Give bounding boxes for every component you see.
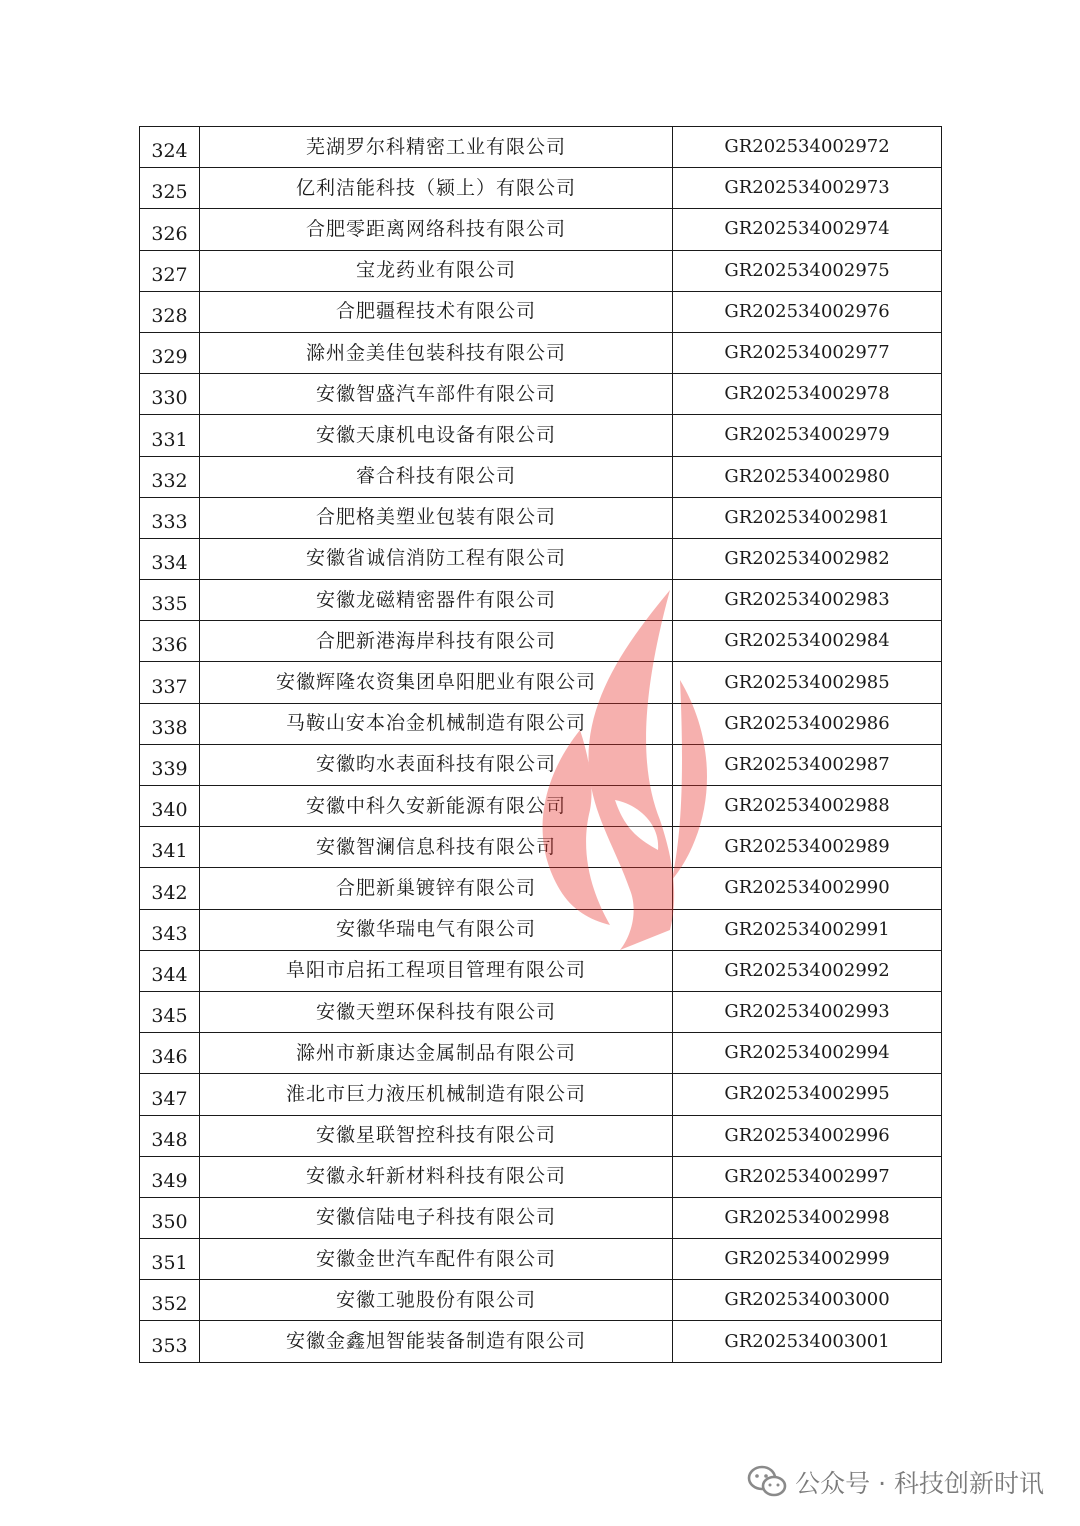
table-row: [140, 250, 942, 291]
table-row: [140, 415, 942, 456]
certificate-code: GR202534002993: [673, 991, 942, 1032]
table-row: [140, 580, 942, 621]
certificate-code: GR202534002992: [673, 950, 942, 991]
company-name: 合肥新港海岸科技有限公司: [200, 621, 673, 662]
certificate-code: GR202534002980: [673, 456, 942, 497]
row-number: 333: [140, 497, 200, 538]
company-name: 合肥零距离网络科技有限公司: [200, 209, 673, 250]
certificate-code: GR202534002997: [673, 1156, 942, 1197]
table-row: [140, 662, 942, 703]
company-name: 安徽金鑫旭智能装备制造有限公司: [200, 1321, 673, 1362]
certificate-code: GR202534002981: [673, 497, 942, 538]
table-row: [140, 291, 942, 332]
company-name: 马鞍山安本冶金机械制造有限公司: [200, 703, 673, 744]
row-number: 341: [140, 827, 200, 868]
table-row: [140, 621, 942, 662]
company-name: 安徽智盛汽车部件有限公司: [200, 374, 673, 415]
table-row: [140, 744, 942, 785]
row-number: 343: [140, 909, 200, 950]
row-number: 346: [140, 1033, 200, 1074]
table-row: [140, 827, 942, 868]
table-row: [140, 497, 942, 538]
row-number: 349: [140, 1156, 200, 1197]
table-row: [140, 1321, 942, 1362]
table-row: [140, 950, 942, 991]
row-number: 334: [140, 538, 200, 579]
certificate-code: GR202534002973: [673, 168, 942, 209]
table-row: [140, 991, 942, 1032]
certificate-code: GR202534002983: [673, 580, 942, 621]
company-name: 安徽昀水表面科技有限公司: [200, 744, 673, 785]
company-name: 安徽工驰股份有限公司: [200, 1280, 673, 1321]
certificate-code: GR202534003000: [673, 1280, 942, 1321]
company-name: 安徽省诚信消防工程有限公司: [200, 538, 673, 579]
certificate-code: GR202534002998: [673, 1197, 942, 1238]
company-name: 宝龙药业有限公司: [200, 250, 673, 291]
wechat-icon: [747, 1465, 787, 1499]
certificate-code: GR202534002994: [673, 1033, 942, 1074]
company-list-table: [139, 126, 942, 1363]
company-name: 安徽华瑞电气有限公司: [200, 909, 673, 950]
table-row: [140, 909, 942, 950]
row-number: 347: [140, 1074, 200, 1115]
row-number: 328: [140, 291, 200, 332]
certificate-code: GR202534002989: [673, 827, 942, 868]
company-name: 滁州市新康达金属制品有限公司: [200, 1033, 673, 1074]
table-row: [140, 538, 942, 579]
row-number: 326: [140, 209, 200, 250]
row-number: 329: [140, 332, 200, 373]
company-name: 亿利洁能科技（颍上）有限公司: [200, 168, 673, 209]
company-name: 安徽天塑环保科技有限公司: [200, 991, 673, 1032]
company-name: 安徽永轩新材料科技有限公司: [200, 1156, 673, 1197]
company-name: 安徽中科久安新能源有限公司: [200, 786, 673, 827]
row-number: 327: [140, 250, 200, 291]
footer-account: [747, 1462, 1044, 1502]
table-row: [140, 209, 942, 250]
company-name: 安徽辉隆农资集团阜阳肥业有限公司: [200, 662, 673, 703]
row-number: 348: [140, 1115, 200, 1156]
certificate-code: GR202534002995: [673, 1074, 942, 1115]
certificate-code: GR202534002991: [673, 909, 942, 950]
row-number: 352: [140, 1280, 200, 1321]
certificate-code: GR202534002996: [673, 1115, 942, 1156]
company-name: 滁州金美佳包装科技有限公司: [200, 332, 673, 373]
certificate-code: GR202534002990: [673, 868, 942, 909]
row-number: 324: [140, 127, 200, 168]
table-row: [140, 1156, 942, 1197]
certificate-code: GR202534002986: [673, 703, 942, 744]
footer-account-label: 公众号 · 科技创新时讯: [795, 1469, 1044, 1498]
table-row: [140, 374, 942, 415]
certificate-code: GR202534002987: [673, 744, 942, 785]
company-name: 合肥格美塑业包装有限公司: [200, 497, 673, 538]
table-row: [140, 1115, 942, 1156]
company-name: 安徽智澜信息科技有限公司: [200, 827, 673, 868]
row-number: 332: [140, 456, 200, 497]
row-number: 353: [140, 1321, 200, 1362]
company-name: 芜湖罗尔科精密工业有限公司: [200, 127, 673, 168]
row-number: 325: [140, 168, 200, 209]
row-number: 338: [140, 703, 200, 744]
certificate-code: GR202534002974: [673, 209, 942, 250]
table-row: [140, 786, 942, 827]
company-name: 安徽信陆电子科技有限公司: [200, 1197, 673, 1238]
company-name: 睿合科技有限公司: [200, 456, 673, 497]
company-name: 淮北市巨力液压机械制造有限公司: [200, 1074, 673, 1115]
table-row: [140, 456, 942, 497]
row-number: 340: [140, 786, 200, 827]
certificate-code: GR202534002978: [673, 374, 942, 415]
row-number: 330: [140, 374, 200, 415]
table-row: [140, 703, 942, 744]
company-name: 阜阳市启拓工程项目管理有限公司: [200, 950, 673, 991]
company-name: 安徽龙磁精密器件有限公司: [200, 580, 673, 621]
certificate-code: GR202534002982: [673, 538, 942, 579]
row-number: 342: [140, 868, 200, 909]
table-row: [140, 127, 942, 168]
row-number: 335: [140, 580, 200, 621]
row-number: 351: [140, 1239, 200, 1280]
certificate-code: GR202534002975: [673, 250, 942, 291]
certificate-code: GR202534002984: [673, 621, 942, 662]
company-name: 合肥新巢镀锌有限公司: [200, 868, 673, 909]
row-number: 336: [140, 621, 200, 662]
certificate-code: GR202534002999: [673, 1239, 942, 1280]
company-name: 安徽金世汽车配件有限公司: [200, 1239, 673, 1280]
table-row: [140, 1033, 942, 1074]
certificate-code: GR202534002979: [673, 415, 942, 456]
row-number: 350: [140, 1197, 200, 1238]
row-number: 345: [140, 991, 200, 1032]
table-row: [140, 1197, 942, 1238]
certificate-code: GR202534002976: [673, 291, 942, 332]
row-number: 344: [140, 950, 200, 991]
certificate-code: GR202534003001: [673, 1321, 942, 1362]
certificate-code: GR202534002985: [673, 662, 942, 703]
table-row: [140, 1074, 942, 1115]
table-row: [140, 1280, 942, 1321]
table-row: [140, 1239, 942, 1280]
certificate-code: GR202534002972: [673, 127, 942, 168]
certificate-code: GR202534002977: [673, 332, 942, 373]
company-name: 合肥疆程技术有限公司: [200, 291, 673, 332]
row-number: 331: [140, 415, 200, 456]
table-row: [140, 332, 942, 373]
table-body: [140, 127, 942, 1363]
table-row: [140, 868, 942, 909]
row-number: 339: [140, 744, 200, 785]
company-name: 安徽星联智控科技有限公司: [200, 1115, 673, 1156]
certificate-code: GR202534002988: [673, 786, 942, 827]
row-number: 337: [140, 662, 200, 703]
table-row: [140, 168, 942, 209]
company-name: 安徽天康机电设备有限公司: [200, 415, 673, 456]
